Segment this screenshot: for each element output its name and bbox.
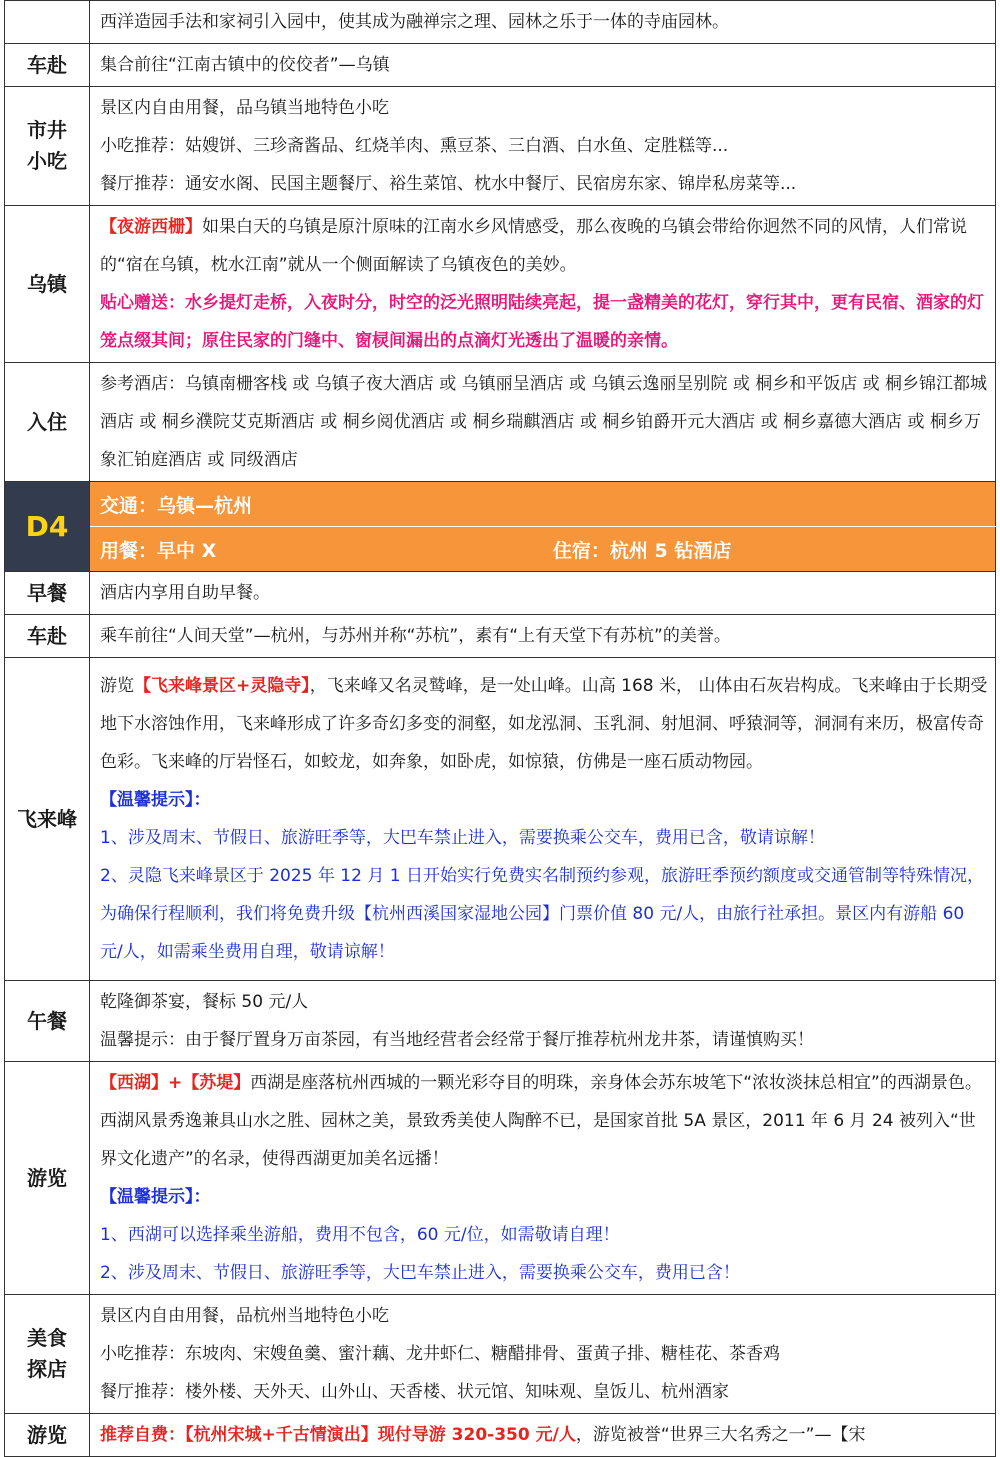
row-label-empty [5,1,90,44]
westlake-text: 西湖是座落杭州西城的一颗光彩夺目的明珠，亲身体会苏东坡笔下“浓妆淡抹总相宜”的西湖景色。西湖风景秀逸兼具山水之胜、园林之美，景致秀美使人陶醉不已，是国家首批 5A 景区，2011 年 6 月 24 被列入“世界文化遗产”的名录，使得西湖更加美名远播！ [100,1073,982,1169]
row-label: 入住 [5,363,90,482]
day-header-row-1 [5,482,996,527]
tip-title: 【温馨提示】： [100,1187,211,1207]
row-lunch [5,981,996,1062]
feilaifeng-text: ，飞来峰又名灵鹫峰，是一处山峰。山高 168 米， 山体由石灰岩构成。飞来峰由于长期受地下水溶蚀作用，飞来峰形成了许多奇幻多变的洞壑，如龙泓洞、玉乳洞、射旭洞、呼猿洞等，洞洞有来历，极富传奇色彩。飞来峰的厅岩怪石，如蛟龙，如奔象，如卧虎，如惊猿，仿佛是一座石质动物园。 [100,676,988,772]
row-label: 车赴 [5,615,90,658]
itinerary-table [4,0,996,1457]
row-content [90,615,996,658]
row-content [90,87,996,206]
food-line-2: 小吃推荐：东坡肉、宋嫂鱼羹、蜜汁藕、龙井虾仁、糖醋排骨、蛋黄子排、糖桂花、茶香鸡 [100,1344,780,1364]
row-content [90,44,996,87]
row-label: 飞来峰 [5,658,90,981]
feilaifeng-paragraph [100,667,989,781]
tip-1: 1、涉及周末、节假日、旅游旺季等，大巴车禁止进入，需要换乘公交车，费用已含，敬请谅解！ [100,828,825,848]
row-content [90,572,996,615]
row-content [90,1062,996,1295]
lunch-line-1: 乾隆御茶宴，餐标 50 元/人 [100,992,309,1012]
night-tour-tag: 【夜游西栅】 [100,217,202,237]
row-transfer-hangzhou [5,615,996,658]
row-label [5,1295,90,1414]
row-breakfast [5,572,996,615]
sudi-tag: 【苏堤】 [182,1073,251,1093]
feilaifeng-pre: 游览 [100,676,134,696]
snacks-label: 市井小吃 [27,118,67,173]
snacks-line-2: 小吃推荐：姑嫂饼、三珍斋酱品、红烧羊肉、熏豆茶、三白酒、白水鱼、定胜糕等... [100,136,729,156]
row-snacks-wuzhen [5,87,996,206]
row-content [90,206,996,363]
hotel-text: 参考酒店：乌镇南栅客栈 或 乌镇子夜大酒店 或 乌镇丽呈酒店 或 乌镇云逸丽呈别院 或 桐乡和平饭店 或 桐乡锦江都城酒店 或 桐乡濮院艾克斯酒店 或 桐乡阅优酒店 或 桐乡瑞麒酒店 或 桐乡铂爵开元大酒店 或 桐乡嘉德大酒店 或 桐乡万象汇铂庭酒店 或 同级酒店 [100,374,988,470]
row-songcheng [5,1414,996,1457]
tip-2: 2、灵隐飞来峰景区于 2025 年 12 月 1 日开始实行免费实名制预约参观，旅游旺季预约额度或交通管制等特殊情况，为确保行程顺利，我们将免费升级【杭州西溪国家湿地公园】门票价值 80 元/人，由旅行社承担。景区内有游船 60 元/人，如需乘坐费用自理，敬请谅解！ [100,866,984,962]
tip-2: 2、涉及周末、节假日、旅游旺季等，大巴车禁止进入，需要换乘公交车，费用已含！ [100,1263,740,1283]
lunch-line-2: 温馨提示：由于餐厅置身万亩茶园，有当地经营者会经常于餐厅推荐杭州龙井茶，请谨慎购买！ [100,1030,814,1050]
row-content [90,1414,996,1457]
row-transfer-wuzhen [5,44,996,87]
transport-text: 交通：乌镇—杭州 [100,494,253,517]
food-line-3: 餐厅推荐：楼外楼、天外天、山外山、天香楼、状元馆、知味观、皇饭儿、杭州酒家 [100,1382,729,1402]
tip-title: 【温馨提示】： [100,790,211,810]
row-label: 早餐 [5,572,90,615]
westlake-tag: 【西湖】 [100,1073,168,1093]
transfer-hangzhou-text: 乘车前往“人间天堂”—杭州，与苏州并称“苏杭”，素有“上有天堂下有苏杭”的美誉。 [100,626,731,646]
row-content [90,1295,996,1414]
songcheng-tag: 推荐自费：【杭州宋城+千古情演出】现付导游 320-350 元/人 [100,1425,576,1445]
row-westlake [5,1062,996,1295]
row-label: 游览 [5,1062,90,1295]
night-tour-paragraph [100,208,989,284]
row-garden-continued [5,1,996,44]
transfer-text: 集合前往“江南古镇中的佼佼者”—乌镇 [100,55,390,75]
row-label: 游览 [5,1414,90,1457]
day-header-row-2 [5,527,996,572]
gift-text: 贴心赠送：水乡提灯走桥，入夜时分，时空的泛光照明陆续亮起，提一盏精美的花灯，穿行其中，更有民宿、酒家的灯笼点缀其间；原住民家的门缝中、窗棂间漏出的点滴灯光透出了温暖的亲情。 [100,293,984,351]
row-wuzhen [5,206,996,363]
food-line-1: 景区内自由用餐，品杭州当地特色小吃 [100,1306,389,1326]
row-content [90,658,996,981]
day-transport [90,482,996,527]
snacks-line-3: 餐厅推荐：通安水阁、民国主题餐厅、裕生菜馆、枕水中餐厅、民宿房东家、锦岸私房菜等... [100,174,797,194]
row-label: 午餐 [5,981,90,1062]
plus-sign: + [168,1073,183,1093]
row-food-hangzhou [5,1295,996,1414]
snacks-line-1: 景区内自由用餐，品乌镇当地特色小吃 [100,98,389,118]
meals-text: 用餐：早中 X [100,539,217,562]
tip-1: 1、西湖可以选择乘坐游船，费用不包含，60 元/位，如需敬请自理！ [100,1225,620,1245]
row-content [90,363,996,482]
row-content [90,981,996,1062]
feilaifeng-tag: 【飞来峰景区+灵隐寺】 [134,676,310,696]
row-hotel [5,363,996,482]
breakfast-text: 酒店内享用自助早餐。 [100,583,270,603]
night-tour-text: 如果白天的乌镇是原汁原味的江南水乡风情感受，那么夜晚的乌镇会带给你迥然不同的风情，人们常说的“宿在乌镇，枕水江南”就从一个侧面解读了乌镇夜色的美妙。 [100,217,967,275]
stay-text: 住宿：杭州 5 钻酒店 [552,539,732,562]
songcheng-paragraph [100,1416,989,1454]
day-badge: D4 [5,482,90,572]
row-feilaifeng [5,658,996,981]
day-meals-stay [90,527,996,572]
westlake-paragraph [100,1064,989,1178]
row-label [5,87,90,206]
row-content [90,1,996,44]
food-label: 美食探店 [27,1326,67,1381]
songcheng-text: ，游览被誉“世界三大名秀之一”—【宋 [575,1425,866,1445]
row-label: 车赴 [5,44,90,87]
row-label: 乌镇 [5,206,90,363]
garden-text: 西洋造园手法和家祠引入园中，使其成为融禅宗之理、园林之乐于一体的寺庙园林。 [100,12,729,32]
